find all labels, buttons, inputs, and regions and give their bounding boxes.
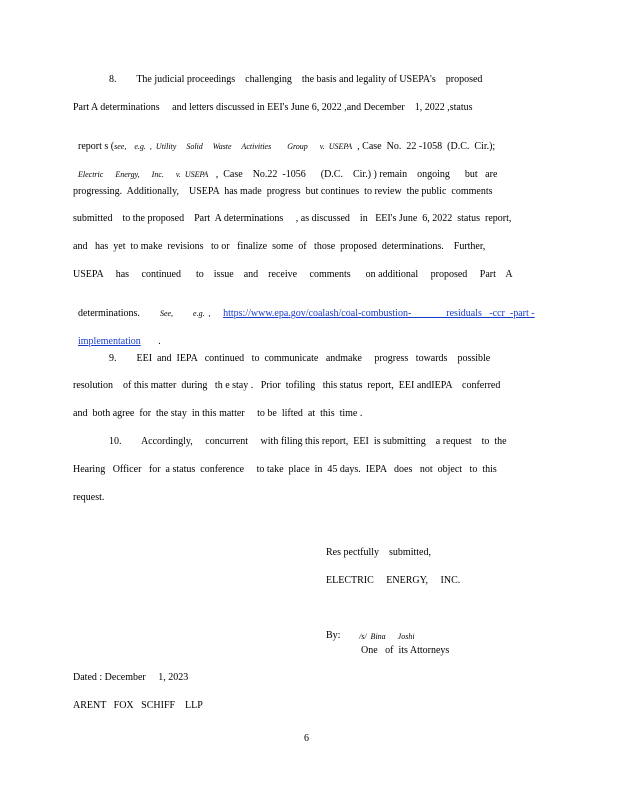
citation-post: , Case No.22 -1056 (D.C. Cir.) ) remain ongoing but are — [208, 169, 498, 180]
para-8-line-2: Part A determinations and letters discussed in EEI's June 6, 2022 ,and December 1, 2022 ,status — [73, 102, 473, 113]
law-firm-name: ARENT FOX SCHIFF LLP — [73, 700, 203, 711]
para-8-line-3 — [73, 130, 495, 152]
signature-role: One of its Attorneys — [361, 645, 450, 656]
signature-signer: /s/ Bina Joshi — [359, 632, 415, 641]
para-8-line-5: progressing. Additionally, USEPA has made progress but continues to review the public comments — [73, 186, 493, 197]
para-8-line-6: submitted to the proposed Part A determinations , as discussed in EEI's June 6, 2022 status report, — [73, 213, 512, 224]
citation-post: . — [140, 336, 161, 347]
para-8-line-4 — [73, 158, 497, 180]
para-10-line-3: request. — [73, 492, 105, 503]
para-8-line-1: 8. The judicial proceedings challenging the basis and legality of USEPA's proposed — [109, 74, 483, 85]
signature-party: ELECTRIC ENERGY, INC. — [326, 575, 461, 586]
citation-italic: See, e.g. , — [159, 309, 211, 318]
signature-by-label: By: — [326, 630, 341, 641]
signature-closing: Res pectfully submitted, — [326, 547, 431, 558]
epa-link-continued[interactable]: implementation — [78, 336, 141, 347]
para-8-line-9 — [73, 297, 535, 319]
para-9-line-2: resolution of this matter during th e stay . Prior tofiling this status report, EEI andIEPA conferred — [73, 380, 501, 391]
citation-post: , Case No. 22 -1058 (D.C. Cir.); — [352, 141, 496, 152]
para-9-line-3: and both agree for the stay in this matter to be lifted at this time . — [73, 408, 363, 419]
citation-pre: report s ( — [78, 141, 115, 152]
citation-italic: see, e.g. , Utility Solid Waste Activities Group v. USEPA — [114, 142, 353, 151]
page-number: 6 — [304, 733, 309, 744]
para-10-line-1: 10. Accordingly, concurrent with filing this report, EEI is submitting a request to the — [109, 436, 507, 447]
para-8-line-7: and has yet to make revisions to or finalize some of those proposed determinations. Further, — [73, 241, 486, 252]
citation-pre: determinations. — [78, 308, 160, 319]
dated-line: Dated : December 1, 2023 — [73, 672, 189, 683]
para-8-line-8: USEPA has continued to issue and receive comments on additional proposed Part A — [73, 269, 513, 280]
para-9-line-1: 9. EEI and IEPA continued to communicate andmake progress towards possible — [109, 353, 491, 364]
para-10-line-2: Hearing Officer for a status conference to take place in 45 days. IEPA does not object to this — [73, 464, 497, 475]
para-8-line-10 — [73, 325, 161, 347]
citation-post — [211, 308, 224, 319]
citation-italic: Electric Energy, Inc. v. USEPA — [78, 170, 209, 179]
epa-link[interactable]: https://www.epa.gov/coalash/coal-combustion- residuals -ccr -part - — [223, 308, 535, 319]
